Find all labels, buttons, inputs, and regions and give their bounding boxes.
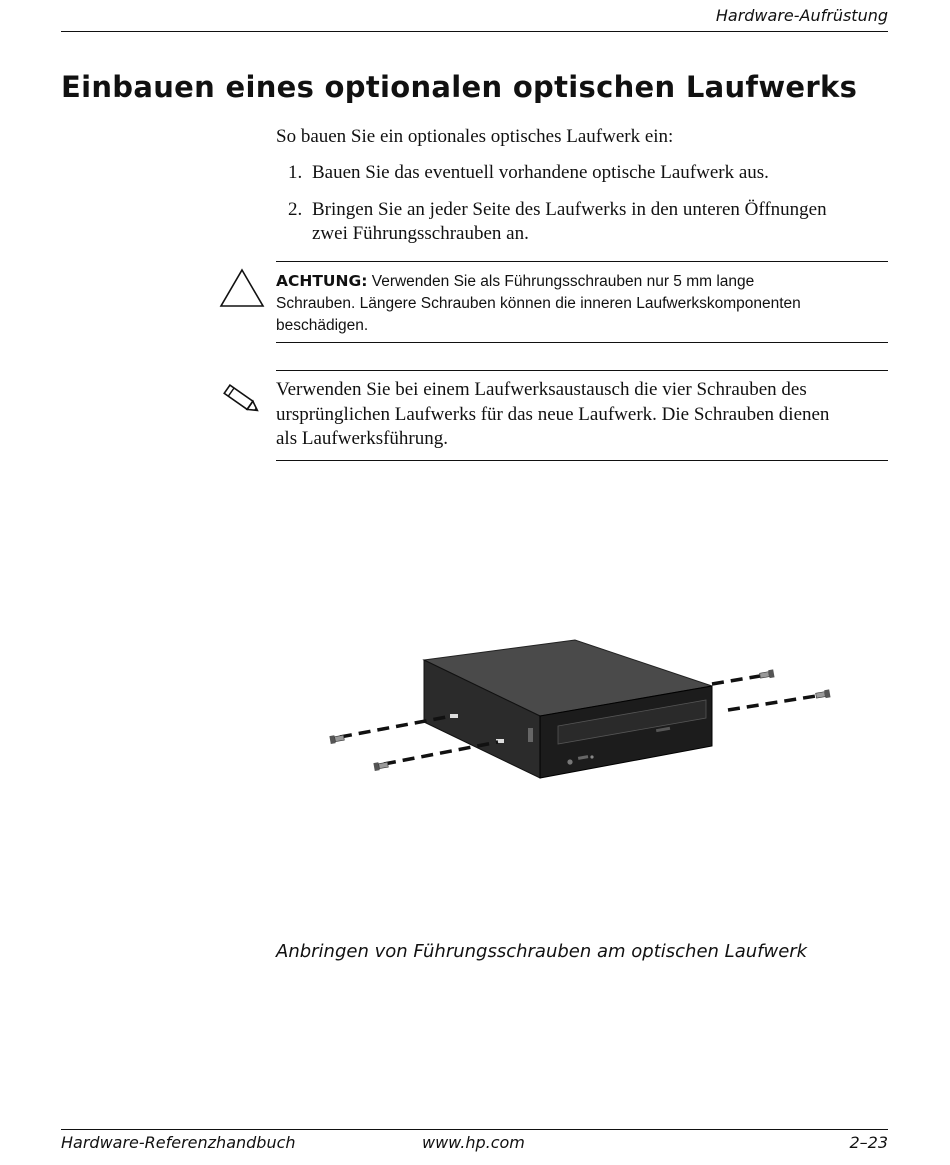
caution-label: ACHTUNG:	[276, 272, 368, 290]
running-header: Hardware-Aufrüstung	[715, 6, 888, 25]
caution-box	[276, 270, 851, 337]
caution-top-rule	[276, 261, 888, 262]
guide-screw	[759, 669, 774, 679]
footer-website: www.hp.com	[422, 1133, 525, 1152]
guide-screw	[815, 689, 830, 699]
step-number: 1.	[288, 162, 303, 183]
step-text-line: zwei Führungsschrauben an.	[312, 223, 529, 244]
step-text-line: Bringen Sie an jeder Seite des Laufwerks in den unteren Öffnungen	[312, 199, 827, 220]
pencil-note-icon	[218, 381, 264, 417]
step-number: 2.	[288, 199, 303, 220]
note-line: ursprünglichen Laufwerks für das neue Laufwerk. Die Schrauben dienen	[276, 403, 830, 425]
footer-page-number: 2–23	[849, 1133, 888, 1152]
guide-line	[384, 742, 498, 764]
note-line: Verwenden Sie bei einem Laufwerksaustausch die vier Schrauben des	[276, 379, 807, 400]
note-line: als Laufwerksführung.	[276, 428, 449, 449]
guide-line	[728, 696, 816, 710]
intro-text: So bauen Sie ein optionales optisches Laufwerk ein:	[276, 126, 674, 147]
guide-screw	[329, 734, 344, 744]
guide-screw	[373, 761, 388, 771]
figure-caption: Anbringen von Führungsschrauben am optischen Laufwerk	[276, 941, 808, 962]
footer-rule	[61, 1129, 888, 1130]
caution-line: beschädigen.	[276, 317, 369, 334]
drive-led	[590, 755, 593, 758]
drive-headphone-jack	[567, 759, 572, 764]
step-2	[276, 198, 896, 246]
guide-line	[712, 676, 760, 684]
step-text: Bauen Sie das eventuell vorhandene optische Laufwerk aus.	[312, 162, 769, 183]
note-top-rule	[276, 370, 888, 371]
caution-line: Schrauben. Längere Schrauben können die inneren Laufwerkskomponenten	[276, 295, 801, 312]
note-bottom-rule	[276, 460, 888, 461]
optical-drive-illustration	[320, 630, 840, 790]
caution-bottom-rule	[276, 342, 888, 343]
note-box	[276, 378, 891, 452]
caution-triangle-icon	[219, 268, 265, 308]
drive-front-tab	[528, 728, 533, 742]
step-1	[276, 161, 896, 185]
footer-manual-title: Hardware-Referenzhandbuch	[61, 1133, 296, 1152]
caution-line: Verwenden Sie als Führungsschrauben nur 5 mm lange	[371, 273, 755, 290]
page-title: Einbauen eines optionalen optischen Laufwerks	[61, 70, 858, 104]
header-rule	[61, 31, 888, 32]
screw-hole	[450, 714, 458, 718]
